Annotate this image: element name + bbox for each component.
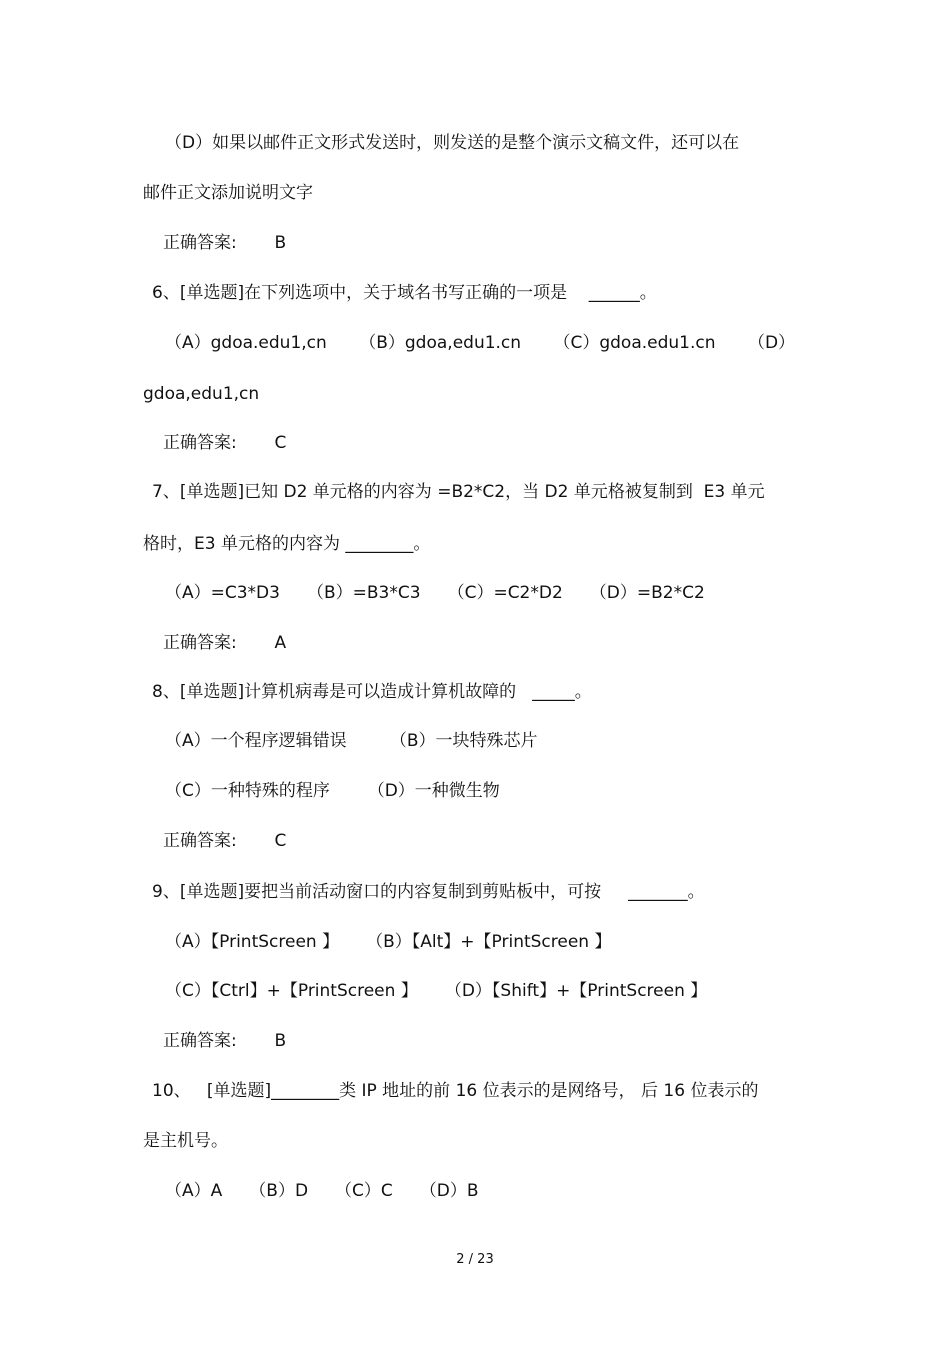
answer-5: 正确答案: B	[163, 233, 287, 253]
answer-7: 正确答案: A	[163, 633, 287, 653]
question-7-line-1: 7、[单选题]已知 D2 单元格的内容为 =B2*C2，当 D2 单元格被复制到 E3 单元	[152, 482, 765, 502]
question-6-options-2: gdoa,edu1,cn	[143, 384, 260, 404]
question-6: 6、[单选题]在下列选项中，关于域名书写正确的一项是 ______。	[152, 283, 657, 303]
question-10-options: （A）A （B）D （C）C （D）B	[165, 1181, 479, 1201]
question-7-options: （A）=C3*D3 （B）=B3*C3 （C）=C2*D2 （D）=B2*C2	[165, 583, 705, 603]
question-9-options-2: （C）【Ctrl】+【PrintScreen 】 （D）【Shift】+【PrintScreen 】	[165, 981, 708, 1001]
question-8: 8、[单选题]计算机病毒是可以造成计算机故障的 _____。	[152, 682, 592, 702]
question-9-options-1: （A）【PrintScreen 】 （B）【Alt】+【PrintScreen 】	[165, 932, 612, 952]
question-8-options-2: （C）一种特殊的程序 （D）一种微生物	[165, 781, 500, 801]
answer-9: 正确答案: B	[163, 1031, 287, 1051]
page-number: 2 / 23	[456, 1252, 494, 1267]
option-d-line-2: 邮件正文添加说明文字	[143, 183, 313, 203]
question-10-line-1: 10、 [单选题]________类 IP 地址的前 16 位表示的是网络号， 后 16 位表示的	[152, 1081, 759, 1101]
question-7-line-2: 格时，E3 单元格的内容为 ________。	[143, 534, 431, 554]
question-10-line-2: 是主机号。	[143, 1131, 228, 1151]
question-8-options-1: （A）一个程序逻辑错误 （B）一块特殊芯片	[165, 731, 538, 751]
question-9: 9、[单选题]要把当前活动窗口的内容复制到剪贴板中，可按 _______。	[152, 882, 705, 902]
answer-8: 正确答案: C	[163, 831, 287, 851]
question-6-options-1: （A）gdoa.edu1,cn （B）gdoa,edu1.cn （C）gdoa.edu1.cn （D）	[165, 333, 796, 353]
answer-6: 正确答案: C	[163, 433, 287, 453]
option-d-line-1: （D）如果以邮件正文形式发送时，则发送的是整个演示文稿文件，还可以在	[165, 133, 740, 153]
